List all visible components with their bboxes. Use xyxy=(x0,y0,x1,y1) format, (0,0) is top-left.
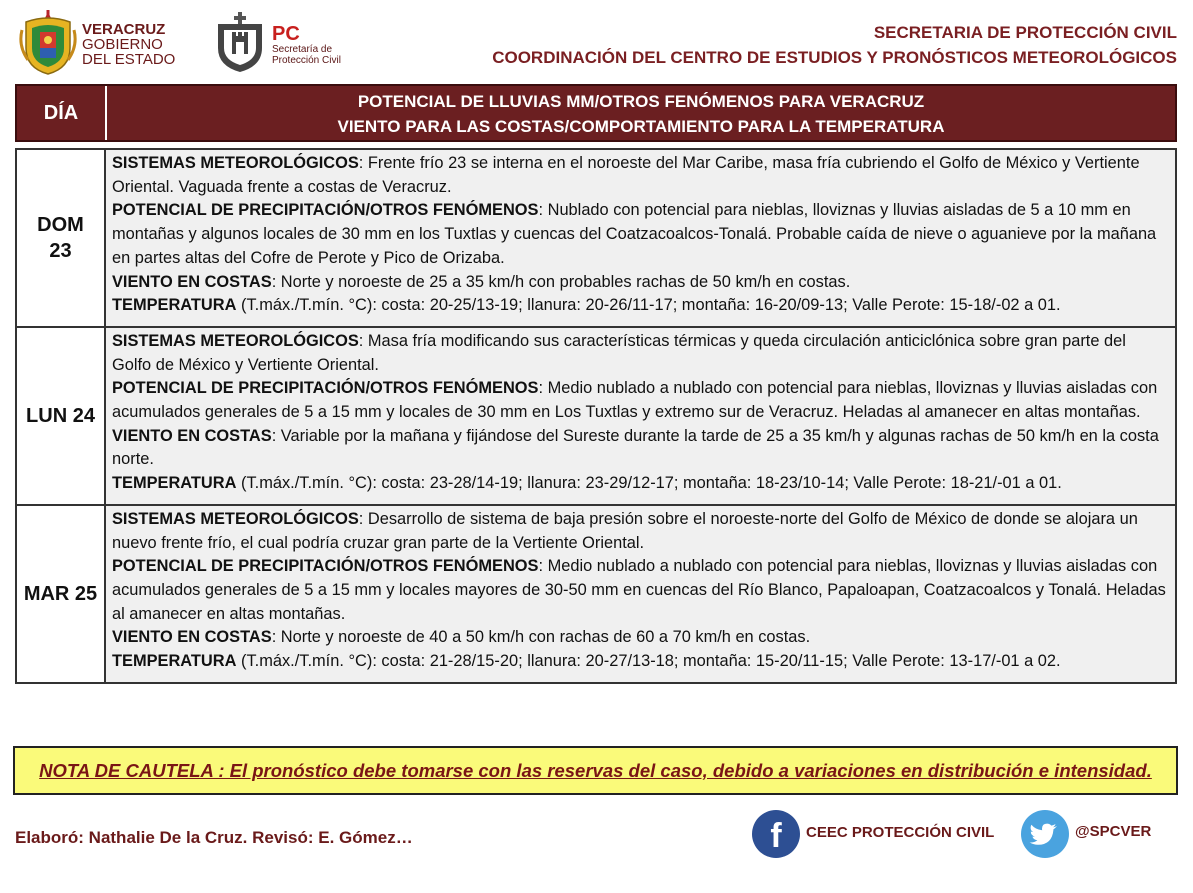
caution-note: NOTA DE CAUTELA : El pronóstico debe tomarse con las reservas del caso, debido a variaciones en distribución e intensidad. xyxy=(13,746,1178,795)
facebook-icon[interactable]: f xyxy=(752,810,800,858)
viento-paragraph xyxy=(112,271,1169,295)
veracruz-coat-of-arms-icon xyxy=(18,10,78,76)
page-header xyxy=(0,0,1193,84)
precip-label: POTENCIAL DE PRECIPITACIÓN/OTROS FENÓMENOS xyxy=(112,557,539,576)
temp-label: TEMPERATURA xyxy=(112,652,237,671)
precip-text: : Nublado con potencial para nieblas, lloviznas y lluvias aisladas de 5 a 10 mm en montañas y algunos locales de 30 mm en los Tuxtlas y cuencas del Coatzacoalcos-Tonalá. Probable caída de nieve o aguanieve por la mañana en partes altas del Cofre de Perote y Pico de Orizaba. xyxy=(112,201,1157,267)
forecast-column-header xyxy=(107,86,1175,140)
facebook-label[interactable]: CEEC PROTECCIÓN CIVIL xyxy=(806,824,995,841)
precip-paragraph xyxy=(112,377,1169,424)
precip-paragraph xyxy=(112,555,1169,626)
viento-text: : Norte y noroeste de 40 a 50 km/h con rachas de 60 a 70 km/h en costas. xyxy=(271,628,811,647)
sistemas-text: : Desarrollo de sistema de baja presión sobre el noroeste-norte del Golfo de México de donde se alojara un nuevo frente frío, el cual podría cruzar gran parte de la Vertiente Oriental. xyxy=(112,509,1138,552)
precip-paragraph xyxy=(112,199,1169,270)
viento-text: : Variable por la mañana y fijándose del Sureste durante la tarde de 25 a 35 km/h y algunas rachas de 50 km/h en la costa norte. xyxy=(112,426,1159,469)
day-label: DOM xyxy=(37,213,84,236)
day-label: LUN 24 xyxy=(26,404,95,427)
viento-label: VIENTO EN COSTAS xyxy=(112,426,272,445)
sistemas-label: SISTEMAS METEOROLÓGICOS xyxy=(112,154,359,172)
forecast-table xyxy=(15,148,1177,684)
forecast-cell xyxy=(106,150,1175,326)
sistemas-text: : Frente frío 23 se interna en el noroeste del Mar Caribe, masa fría cubriendo el Golfo de México y Vertiente Oriental. Vaguada frente a costas de Veracruz. xyxy=(112,154,1140,196)
sistemas-paragraph xyxy=(112,330,1169,377)
temp-paragraph xyxy=(112,472,1169,496)
sistemas-text: : Masa fría modificando sus características térmicas y queda circulación anticiclónica sobre gran parte del Golfo de México y Vertiente Oriental. xyxy=(112,331,1126,374)
day-label: MAR 25 xyxy=(23,582,98,605)
forecast-row xyxy=(17,506,1175,684)
temp-label: TEMPERATURA xyxy=(112,474,237,493)
twitter-label[interactable]: @SPCVER xyxy=(1075,823,1152,840)
forecast-header-line2: VIENTO PARA LAS COSTAS/COMPORTAMIENTO PARA LA TEMPERATURA xyxy=(337,117,945,136)
pc-line1: Secretaría de xyxy=(272,44,333,55)
forecast-cell xyxy=(106,506,1175,682)
temp-paragraph xyxy=(112,294,1169,318)
forecast-row xyxy=(17,150,1175,328)
day-cell xyxy=(17,506,106,682)
temp-paragraph xyxy=(112,650,1169,674)
temp-text: (T.máx./T.mín. °C): costa: 21-28/15-20; llanura: 20-27/13-18; montaña: 15-20/11-15; Valle Perote: 13-17/-01 a 02. xyxy=(236,652,1061,671)
veracruz-line3: DEL ESTADO xyxy=(82,51,176,68)
sistemas-paragraph xyxy=(112,152,1169,199)
dia-column-header: DÍA xyxy=(17,86,107,140)
veracruz-line2: GOBIERNO xyxy=(82,36,163,53)
forecast-row xyxy=(17,328,1175,506)
temp-text: (T.máx./T.mín. °C): costa: 20-25/13-19; llanura: 20-26/11-17; montaña: 16-20/09-13; Valle Perote: 15-18/-02 a 01. xyxy=(236,296,1061,315)
table-title-bar xyxy=(15,84,1177,142)
veracruz-name: VERACRUZ xyxy=(82,21,166,38)
agency-heading xyxy=(492,20,1177,70)
viento-paragraph xyxy=(112,425,1169,472)
precip-text: : Medio nublado a nublado con potencial para nieblas, lloviznas y lluvias aisladas con acumulados generales de 5 a 15 mm y locales mayores de 30-50 mm en cuencas del Río Blanco, Papaloapan, Coatzacoalcos y Tonalá. Heladas al amanecer en altas montañas. xyxy=(112,557,1166,623)
precip-label: POTENCIAL DE PRECIPITACIÓN/OTROS FENÓMENOS xyxy=(112,379,539,398)
temp-label: TEMPERATURA xyxy=(112,296,237,315)
credits-text: Elaboró: Nathalie De la Cruz. Revisó: E. Gómez… xyxy=(15,828,413,847)
sistemas-label: SISTEMAS METEOROLÓGICOS xyxy=(112,331,359,350)
forecast-cell xyxy=(106,328,1175,504)
sistemas-paragraph xyxy=(112,508,1169,555)
twitter-bird-icon xyxy=(1021,810,1069,858)
veracruz-government-logo-text xyxy=(82,22,175,67)
pc-line2: Protección Civil xyxy=(272,55,341,66)
twitter-icon[interactable] xyxy=(1021,810,1069,858)
agency-line2: COORDINACIÓN DEL CENTRO DE ESTUDIOS Y PRONÓSTICOS METEOROLÓGICOS xyxy=(492,48,1177,67)
forecast-header-line1: POTENCIAL DE LLUVIAS MM/OTROS FENÓMENOS PARA VERACRUZ xyxy=(357,92,925,111)
precip-label: POTENCIAL DE PRECIPITACIÓN/OTROS FENÓMENOS xyxy=(112,201,539,220)
pc-abbr: PC xyxy=(272,23,300,45)
day-number: 23 xyxy=(49,239,72,262)
viento-label: VIENTO EN COSTAS xyxy=(112,628,272,647)
precip-text: : Medio nublado a nublado con potencial para nieblas, lloviznas y lluvias aisladas con acumulados generales de 5 a 15 mm y locales de 30 mm en Los Tuxtlas y extremo sur de Veracruz. Heladas al amanecer en altas montañas. xyxy=(112,379,1158,422)
temp-text: (T.máx./T.mín. °C): costa: 23-28/14-19; llanura: 23-29/12-17; montaña: 18-23/10-14; Valle Perote: 18-21/-01 a 01. xyxy=(236,474,1062,493)
proteccion-civil-logo-text xyxy=(272,24,341,66)
proteccion-civil-shield-icon xyxy=(212,12,268,74)
viento-text: : Norte y noroeste de 25 a 35 km/h con probables rachas de 50 km/h en costas. xyxy=(271,272,851,291)
day-cell xyxy=(17,150,106,326)
day-cell xyxy=(17,328,106,504)
viento-paragraph xyxy=(112,626,1169,650)
agency-line1: SECRETARIA DE PROTECCIÓN CIVIL xyxy=(873,23,1177,42)
sistemas-label: SISTEMAS METEOROLÓGICOS xyxy=(112,509,359,528)
viento-label: VIENTO EN COSTAS xyxy=(112,272,272,291)
